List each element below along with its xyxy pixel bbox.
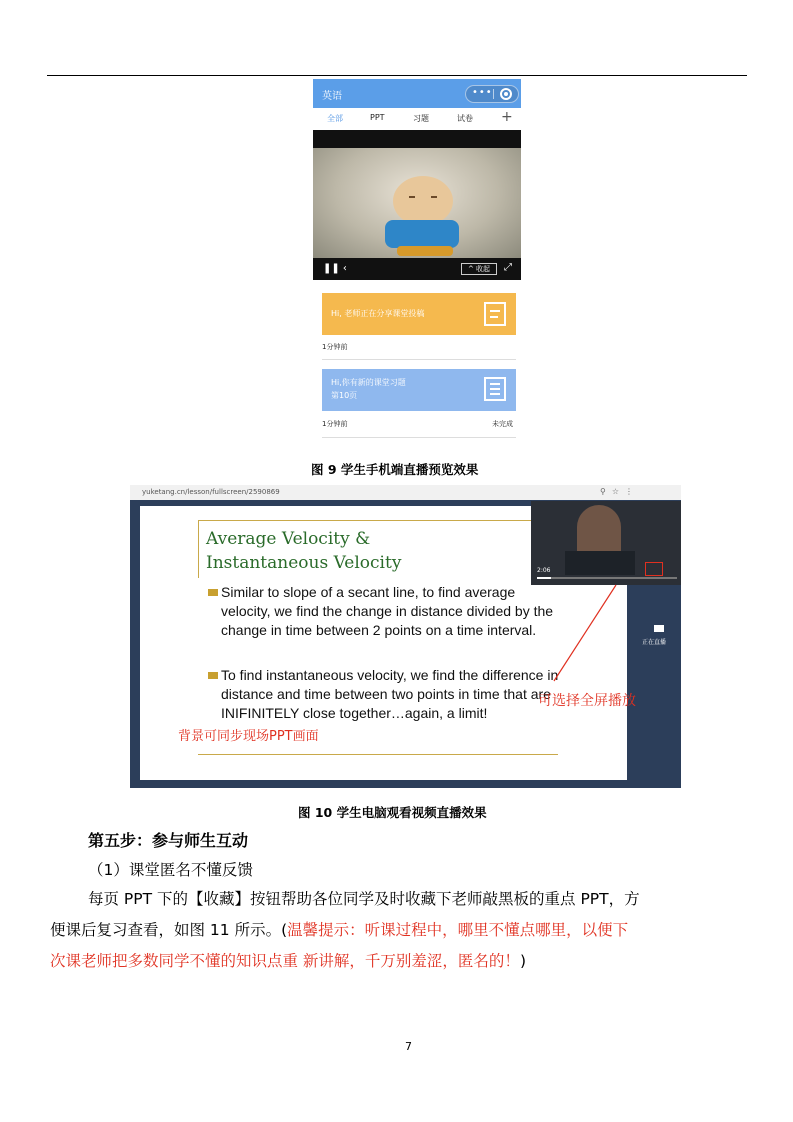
list-document-icon (484, 377, 506, 401)
message-time: 1分钟前 (322, 343, 348, 351)
collapse-button[interactable]: ^ 收起 (461, 263, 497, 275)
phone-title: 英语 (322, 91, 342, 102)
toy-eye (409, 196, 415, 198)
message-card-exercise[interactable] (322, 369, 516, 411)
tab-exercise[interactable]: 习题 (413, 114, 429, 123)
page-number: 7 (405, 1040, 412, 1053)
add-icon[interactable]: + (501, 109, 513, 125)
bullet-icon (208, 589, 218, 596)
bullet-icon (208, 672, 218, 679)
live-video[interactable] (313, 130, 521, 280)
status-badge: 未完成 (492, 420, 513, 428)
figure-9-caption: 图 9 学生手机端直播预览效果 (311, 462, 479, 477)
video-progress[interactable] (537, 577, 677, 579)
video-time: 2:06 (537, 567, 551, 574)
teacher-image (565, 551, 635, 575)
teacher-camera[interactable] (531, 501, 681, 585)
capsule-divider (493, 89, 494, 99)
browser-address-bar (130, 485, 681, 500)
fullscreen-icon[interactable]: ⤢ (504, 262, 512, 273)
section-heading: 第五步：参与师生互动 (88, 831, 249, 850)
slide-bullet: Similar to slope of a secant line, to find average velocity, we find the change in distance divided by the change in time between 2 points on a time interval. (221, 584, 554, 638)
figure-10-caption: 图 10 学生电脑观看视频直播效果 (298, 805, 487, 820)
toy-eye (431, 196, 437, 198)
phone-header (313, 79, 521, 108)
subheading: （1）课堂匿名不懂反馈 (88, 861, 253, 879)
message-card-share[interactable] (322, 293, 516, 335)
annotation-arrow (550, 585, 630, 685)
annotation-background: 背景可同步现场PPT画面 (178, 729, 319, 744)
fullscreen-highlight[interactable] (645, 562, 663, 576)
camera-icon (654, 625, 664, 632)
tab-all[interactable]: 全部 (327, 114, 343, 123)
toy-base (397, 246, 453, 256)
tip-text: 温馨提示：听课过程中，哪里不懂点哪里，以便下 (287, 921, 629, 939)
close-target-icon[interactable] (500, 88, 512, 100)
message-time: 1分钟前 (322, 420, 348, 428)
phone-screenshot (313, 79, 521, 451)
slide-title: Average Velocity & Instantaneous Velocity (206, 529, 402, 573)
paragraph-line: 每页 PPT 下的【收藏】按钮帮助各位同学及时收藏下老师敲黑板的重点 PPT，方 (88, 890, 640, 908)
phone-tabs (313, 108, 521, 130)
tab-exam[interactable]: 试卷 (457, 114, 473, 123)
live-label: 正在直播 (642, 639, 667, 646)
toy-body (385, 220, 459, 248)
tab-ppt[interactable]: PPT (370, 113, 385, 122)
tip-text: 次课老师把多数同学不懂的知识点重 新讲解，千万别羞涩，匿名的！ (50, 952, 520, 970)
paragraph-line (50, 949, 526, 973)
message-text: Hi, 老师正在分享课堂投稿 (331, 309, 425, 318)
more-icon[interactable]: ••• (472, 87, 493, 98)
paragraph-line (50, 918, 628, 942)
divider (322, 359, 516, 360)
toy-image (393, 176, 453, 226)
browser-screenshot (130, 485, 681, 788)
annotation-fullscreen: 可选择全屏播放 (538, 693, 636, 709)
edit-document-icon (484, 302, 506, 326)
paragraph-text: 便课后复习查看，如图 11 所示。( (50, 921, 288, 939)
paragraph-text: ) (519, 952, 526, 970)
slide-decoration (198, 520, 199, 578)
miniprogram-capsule[interactable] (465, 85, 519, 103)
divider (322, 437, 516, 438)
slide-decoration (198, 520, 558, 521)
browser-toolbar-icons[interactable]: ⚲☆⋮ (600, 487, 640, 496)
slide-bullet: To find instantaneous velocity, we find the difference in distance and time between two points in time that are INIFINITELY close together…again, a limit! (221, 667, 559, 721)
video-frame (313, 148, 521, 258)
slide-decoration (198, 754, 558, 755)
header-rule (47, 75, 747, 76)
pause-icon[interactable]: ❚❚ ‹ (323, 263, 347, 274)
url-text[interactable]: yuketang.cn/lesson/fullscreen/2590869 (142, 488, 280, 496)
message-text: Hi,你有新的课堂习题 第10页 (331, 378, 406, 400)
